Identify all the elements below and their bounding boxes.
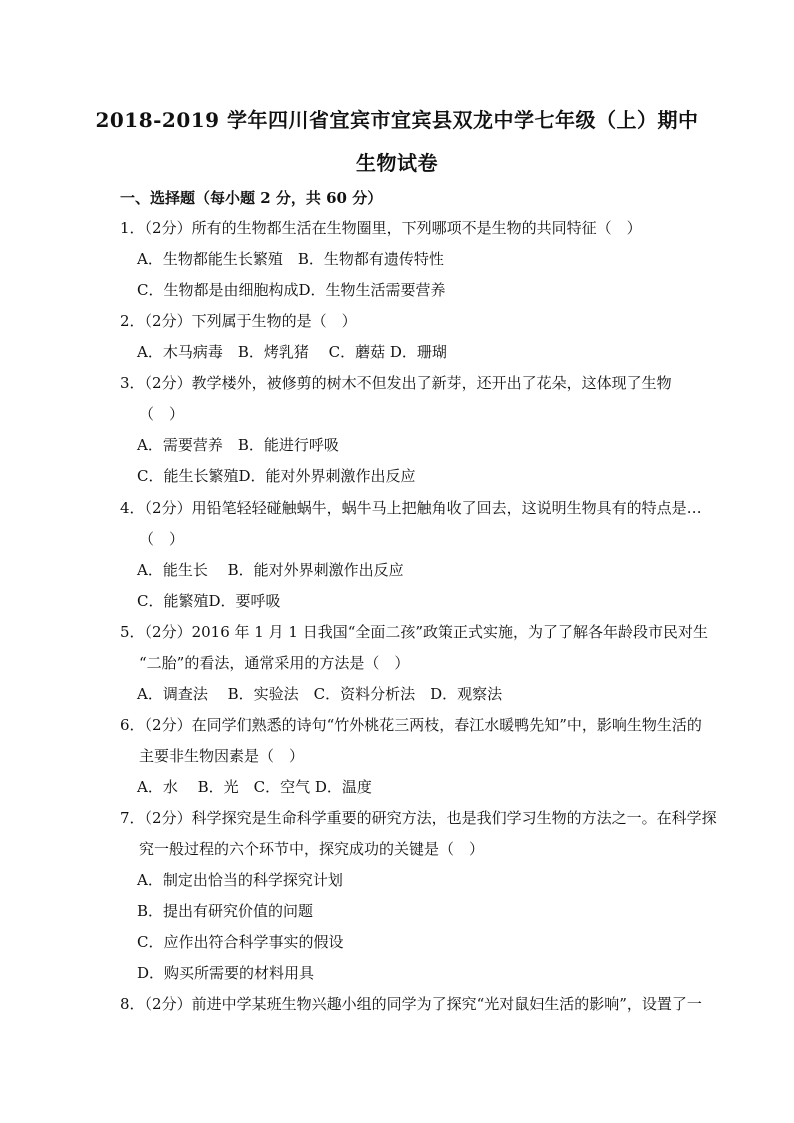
question-2-options: A．木马病毒 B．烤乳猪 C．蘑菇 D．珊瑚: [137, 343, 447, 361]
page-title: 2018-2019 学年四川省宜宾市宜宾县双龙中学七年级（上）期中: [95, 108, 699, 132]
question-4-stem-cont: （ ）: [139, 530, 185, 548]
page-subtitle: 生物试卷: [356, 151, 438, 175]
question-3-options-ab: A．需要营养 B．能进行呼吸: [137, 436, 339, 454]
question-7-option-d: D．购买所需要的材料用具: [137, 964, 315, 982]
question-7-option-a: A．制定出恰当的科学探究计划: [137, 871, 343, 889]
question-1-options-cd: C．生物都是由细胞构成D．生物生活需要营养: [137, 281, 446, 299]
question-7-stem: 7．（2分）科学探究是生命科学重要的研究方法，也是我们学习生物的方法之一。在科学探: [120, 809, 717, 827]
question-7-option-c: C．应作出符合科学事实的假设: [137, 933, 344, 951]
question-2-stem: 2．（2分）下列属于生物的是（ ）: [120, 312, 357, 330]
question-4-options-cd: C．能繁殖D．要呼吸: [137, 592, 281, 610]
question-4-stem: 4．（2分）用铅笔轻轻碰触蜗牛，蜗牛马上把触角收了回去，这说明生物具有的特点是…: [120, 499, 702, 517]
question-7-option-b: B．提出有研究价值的问题: [137, 902, 314, 920]
question-5-stem-cont: “二胎”的看法，通常采用的方法是（ ）: [139, 654, 410, 672]
question-7-stem-cont: 究一般过程的六个环节中，探究成功的关键是（ ）: [139, 840, 485, 858]
question-6-stem-cont: 主要非生物因素是（ ）: [139, 747, 305, 765]
question-3-stem: 3．（2分）教学楼外，被修剪的树木不但发出了新芽，还开出了花朵，这体现了生物: [120, 374, 672, 392]
section-heading: 一、选择题（每小题 2 分，共 60 分）: [120, 189, 383, 207]
question-5-options: A．调查法 B．实验法 C．资料分析法 D．观察法: [137, 685, 503, 703]
question-3-options-cd: C．能生长繁殖D．能对外界刺激作出反应: [137, 467, 416, 485]
question-5-stem: 5．（2分）2016 年 1 月 1 日我国“全面二孩”政策正式实施，为了了解各年龄段市民对生: [120, 623, 709, 641]
question-1-options-ab: A．生物都能生长繁殖 B．生物都有遗传特性: [137, 250, 444, 268]
question-6-options: A．水 B．光 C．空气 D．温度: [137, 778, 372, 796]
question-3-stem-cont: （ ）: [139, 405, 185, 423]
question-6-stem: 6．（2分）在同学们熟悉的诗句“竹外桃花三两枝，春江水暖鸭先知”中，影响生物生活的: [120, 716, 702, 734]
question-1-stem: 1．（2分）所有的生物都生活在生物圈里，下列哪项不是生物的共同特征（ ）: [120, 219, 642, 237]
question-8-stem: 8．（2分）前进中学某班生物兴趣小组的同学为了探究“光对鼠妇生活的影响”，设置了一: [120, 995, 702, 1013]
question-4-options-ab: A．能生长 B．能对外界刺激作出反应: [137, 561, 404, 579]
